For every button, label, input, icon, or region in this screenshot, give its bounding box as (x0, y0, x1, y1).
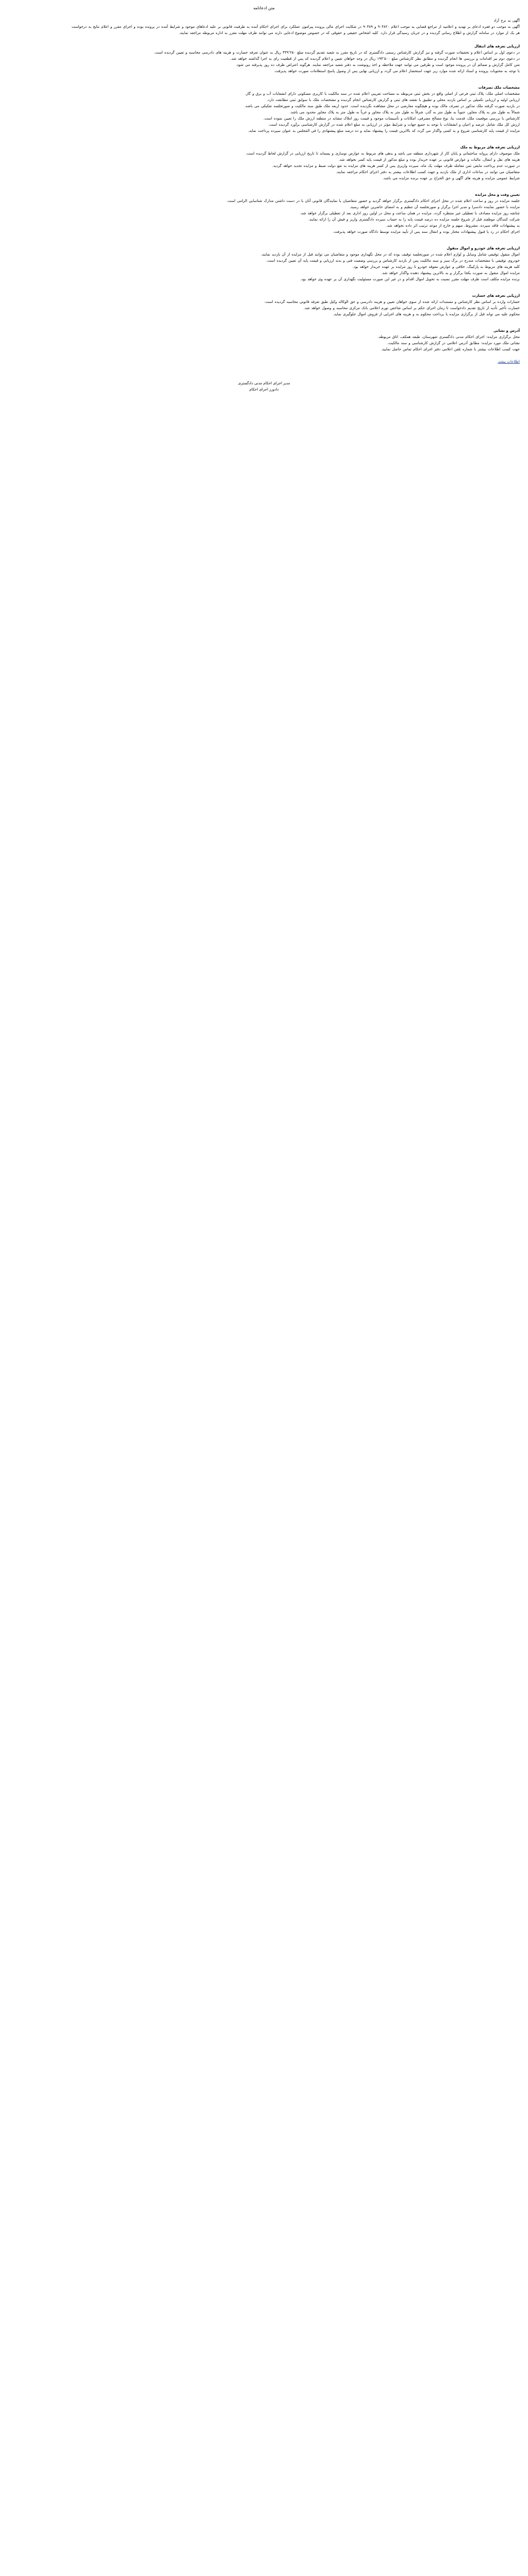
section-heading: ارزیابی تعرفه های انتقال (474, 44, 520, 48)
paragraph-line: در بازدید صورت گرفته ملک مذکور در تصرف مالک بوده و هیچگونه معارضی در محل مشاهده نگردیده است. حدود اربعه ملک طبق سند مالکیت و صورتجلسه تفکیکی می باشد. (244, 104, 520, 108)
section-7 (8, 328, 520, 352)
paragraph-line: مزایده با حضور نماینده دادسرا و مدیر اجرا برگزار و صورتجلسه آن تنظیم و به امضای حاضرین خواهد رسید. (349, 205, 520, 209)
section-heading: ارزیابی تعرفه های خودرو و اموال منقول (447, 246, 520, 250)
paragraph-line: اموال منقول توقیفی شامل وسایل و لوازم اعلام شده در صورتجلسه توقیف بوده که در محل نگهداری موجود و متقاضیان می توانند قبل از مزایده از آن بازدید نمایند. (260, 252, 520, 257)
paragraph-line: متقاضیان می توانند در ساعات اداری از ملک بازدید و جهت کسب اطلاعات بیشتر به دفتر اجرای احکام مراجعه نمایند. (336, 170, 520, 174)
paragraph-line: خسارات وارده بر اساس نظر کارشناس و مستندات ارائه شده از سوی خواهان تعیین و هزینه دادرسی و حق الوکاله وکیل طبق تعرفه قانونی محاسبه گردیده است. (264, 300, 520, 304)
paragraph-line: در صورت عدم پرداخت مابقی ثمن معامله ظرف مهلت یک ماه، سپرده واریزی پس از کسر هزینه های مزایده به نفع دولت ضبط و مزایده تجدید خواهد گردید. (272, 164, 520, 168)
document-page (5, 0, 523, 393)
more-info-link[interactable]: اطلاعات بیشتر (497, 360, 520, 364)
section-heading: ارزیابی تعرفه های خسارت (472, 294, 520, 298)
paragraph-line: هزینه های نقل و انتقال، مالیات و عوارض قانونی بر عهده خریدار بوده و مبلغ مذکور از قیمت پایه کسر نخواهد شد. (338, 158, 520, 162)
section-2 (8, 84, 520, 134)
opening-line: آگهی به موجب دو فقره ادعای بر تهدید و اعلامیه از مراجع قضایی یه موجب اعلام ۹۰۴۸۲۰ و ۹۰۳۸۹ در شکایت اجرای مالی پرونده پیرامون عملکرد برای اجرای احکام آمده به طرفیت قانونی بر علیه ادعاهای موجود و شرایط آمده در پرونده بوده و اجرای مقرر و اعلام نتایج به درخواست (72, 25, 520, 29)
section-5 (8, 245, 520, 282)
opening-line: آگهی به نرخ آزاد (493, 19, 520, 23)
section-heading: ارزیابی تعرفه های مربوط به ملک (460, 145, 520, 149)
paragraph-line: ارزش کل ملک شامل عرصه و اعیان و انشعابات با توجه به جمیع جهات و شرایط مؤثر در ارزیابی به مبلغ اعلام شده در گزارش کارشناسی برآورد گردیده است. (268, 123, 520, 127)
paragraph-line: مزایده اموال منقول به صورت یکجا برگزار و به بالاترین پیشنهاد دهنده واگذار خواهد شد. (381, 271, 520, 275)
paragraph-line: در دعوی اول بر اساس اعلام و تحقیقات صورت گرفته و نیز گزارش کارشناس رسمی دادگستری که در تاریخ مقرر به شعبه تقدیم گردیده مبلغ ۴۳۹٬۲۵۰ ریال به عنوان تعرفه خسارت و هزینه های دادرسی محاسبه و تعیین گردیده است. (154, 50, 520, 55)
paragraph-line: ارزیابی اولیه و ارزیابی تکمیلی بر اساس بازدید محلی و تطبیق با نقشه های ثبتی و گزارش کارشناس انجام گردیده و مشخصات ملک با سوابق ثبتی مطابقت دارد. (267, 98, 520, 102)
signature-line: دادورز اجرای احکام (249, 387, 279, 392)
paragraph-line: خودروی توقیفی با مشخصات مندرج در برگ سبز و سند مالکیت پس از بازدید کارشناس و بررسی وضعیت فنی و بدنه ارزیابی و قیمت پایه آن تعیین گردیده است. (266, 259, 520, 263)
paragraph-line: جلسه مزایده در روز و ساعت اعلام شده در محل اجرای احکام دادگستری برگزار خواهد گردید و حضور متقاضیان یا نمایندگان قانونی آنان با در دست داشتن مدارک شناسایی الزامی است. (226, 199, 520, 203)
paragraph-line: مشخصات اصلی ملک: پلاک ثبتی فرعی از اصلی واقع در بخش ثبتی مربوطه به مساحت تقریبی اعلام شده در سند مالکیت با کاربری مسکونی دارای انشعابات آب و برق و گاز. (245, 92, 520, 96)
paragraph-line: جهت کسب اطلاعات بیشتر با شماره تلفن اعلامی دفتر اجرای احکام تماس حاصل نمایید. (381, 347, 520, 351)
paragraph-line: متن کامل گزارش و ضمائم آن در پرونده موجود است و طرفین می توانند جهت ملاحظه و اخذ رونوشت به دفتر شعبه مراجعه نمایند. هرگونه اعتراض ظرف ده روز پذیرفته می شود. (236, 63, 520, 67)
paragraph-line: در دعوی دوم نیز اقدامات و بررسی ها انجام گردیده و مطابق نظر کارشناس مبلغ ۱۹۴٬۵۰۰ ریال در وجه خواهان تعیین و اعلام گردیده که پس از قطعیت رای به اجرا گذاشته خواهد شد. (230, 57, 520, 61)
paragraph-line: مزایده از قیمت پایه کارشناسی شروع و به کسی واگذار می گردد که بالاترین قیمت را پیشنهاد نماید و ده درصد مبلغ پیشنهادی را فی المجلس به عنوان سپرده پرداخت نماید. (248, 129, 520, 133)
section-1 (8, 43, 520, 74)
paragraph-line: ملک موصوف دارای پروانه ساختمانی و پایان کار از شهرداری منطقه می باشد و بدهی های مربوط به عوارض نوسازی و پسماند تا تاریخ ارزیابی در گزارش لحاظ گردیده است. (245, 151, 520, 156)
opening-line: هر یک از موارد در سامانه گزارش و اطلاع رسانی گردیده و در جریان رسیدگی قرار دارد. کلیه اشخاص حقیقی و حقوقی که در خصوص موضوع ادعایی دارند می توانند ظرف مهلت مقرر به اداره مربوطه مراجعه نمایند. (179, 31, 520, 35)
paragraph-line: اجرای احکام در رد یا قبول پیشنهادات مختار بوده و انتقال سند پس از تأیید مزایده توسط دادگاه صورت خواهد پذیرفت. (333, 230, 520, 234)
section-4 (8, 192, 520, 235)
paragraph-line: با توجه به محتویات پرونده و اسناد ارائه شده موارد زیر جهت استحضار اعلام می گردد و ارزیابی نهایی پس از وصول پاسخ استعلامات صورت خواهد پذیرفت. (274, 69, 520, 73)
paragraph-line: کلیه هزینه های مربوط به پارکینگ، خلافی و عوارض معوقه خودرو تا روز مزایده بر عهده خریدار خواهد بود. (352, 265, 520, 269)
paragraph-line: شمالاً به طول متر به پلاک مجاور، جنوباً به طول متر به گذر، شرقاً به طول متر به پلاک مجاور و غرباً به طول متر به پلاک مجاور محدود می باشد. (289, 110, 520, 114)
paragraph-line: شرکت کنندگان موظفند قبل از شروع جلسه مزایده ده درصد قیمت پایه را به حساب سپرده دادگستری واریز و فیش آن را ارائه نمایند. (308, 217, 520, 222)
paragraph-line: محل برگزاری مزایده: اجرای احکام مدنی دادگستری شهرستان، طبقه همکف، اتاق مربوطه. (377, 335, 520, 339)
page-title: متن ادعانامه (253, 6, 275, 10)
section-6 (8, 293, 520, 317)
paragraph-line: برنده مزایده مکلف است ظرف مهلت مقرر نسبت به تحویل اموال اقدام و در غیر این صورت مسئولیت نگهداری آن بر عهده وی خواهد بود. (300, 277, 520, 281)
paragraph-line: شرایط عمومی مزایده و هزینه های آگهی و حق الحراج بر عهده برنده مزایده می باشد. (383, 176, 520, 180)
paragraph-line: به پیشنهادات فاقد سپرده، مشروط، مبهم و خارج از موعد ترتیب اثر داده نخواهد شد. (386, 224, 520, 228)
section-heading: تعیین وقت و محل مزایده (475, 193, 520, 197)
section-3 (8, 144, 520, 181)
paragraph-line: محکوم علیه می تواند قبل از برگزاری مزایده با پرداخت محکوم به و هزینه های اجرایی از فروش اموال جلوگیری نماید. (333, 312, 520, 316)
section-heading: آدرس و نشانی (493, 329, 520, 333)
paragraph-line: خسارت تأخیر تأدیه از تاریخ تقدیم دادخواست تا زمان اجرای حکم بر اساس شاخص تورم اعلامی بانک مرکزی محاسبه و وصول خواهد شد. (303, 306, 520, 310)
paragraph-line: نشانی ملک مورد مزایده: مطابق آدرس اعلامی در گزارش کارشناسی و سند مالکیت. (387, 341, 520, 345)
section-heading: مشخصات ملک تصرفات (478, 86, 520, 90)
paragraph-line: چنانچه روز مزایده مصادف با تعطیلی غیر منتظره گردد، مزایده در همان ساعت و محل در اولین روز اداری بعد از تعطیلی برگزار خواهد شد. (300, 211, 520, 215)
signature-line: مدیر اجرای احکام مدنی دادگستری (238, 381, 290, 385)
opening-block (8, 18, 520, 36)
paragraph-line: کارشناس با بررسی موقعیت ملک، قدمت بنا، نوع مصالح مصرفی، امکانات و تأسیسات موجود و قیمت روز املاک مشابه در منطقه ارزش ملک را تعیین نموده است. (263, 116, 520, 121)
